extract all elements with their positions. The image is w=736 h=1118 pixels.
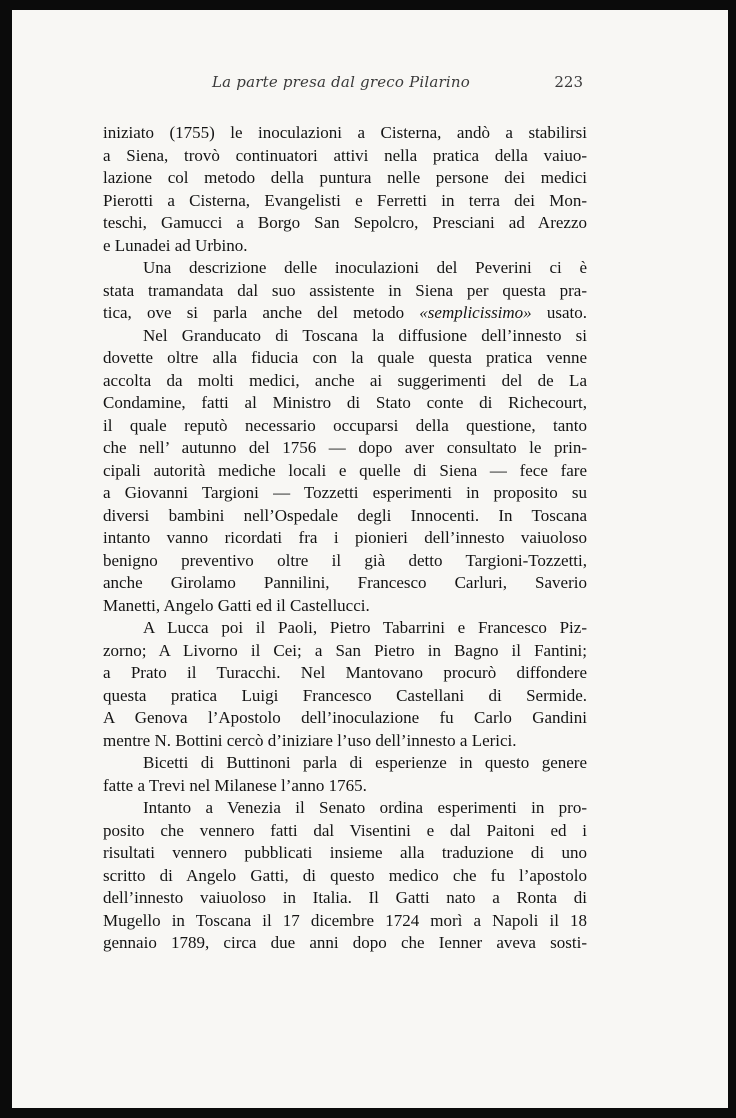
text-line-mixed — [103, 302, 587, 325]
text-line: Una descrizione delle inoculazioni del Peverini ci è — [143, 258, 587, 277]
text-line: a Siena, trovò continuatori attivi nella pratica della vaiuo- — [103, 145, 587, 165]
text-line: Manetti, Angelo Gatti ed il Castellucci. — [103, 595, 370, 615]
text-line: fatte a Trevi nel Milanese l’anno 1765. — [103, 775, 367, 795]
page-header — [12, 73, 728, 97]
document-page — [12, 10, 728, 1108]
text-line: intanto vanno ricordati fra i pionieri dell’innesto vaiuoloso — [103, 528, 587, 547]
text-line: teschi, Gamucci a Borgo San Sepolcro, Presciani ad Arezzo — [103, 213, 587, 232]
emphasis-text: «semplicissimo» — [419, 303, 532, 322]
text-line: Mugello in Toscana il 17 dicembre 1724 morì a Napoli il 18 — [103, 910, 587, 930]
text-line: stata tramandata dal suo assistente in Siena per questa pra- — [103, 280, 587, 300]
text-line: cipali autorità mediche locali e quelle di Siena — fece fare — [103, 460, 587, 480]
text-line: A Genova l’Apostolo dell’inoculazione fu Carlo Gandini — [103, 708, 587, 727]
text-line: Nel Granducato di Toscana la diffusione dell’innesto si — [143, 325, 587, 345]
text-line: iniziato (1755) le inoculazioni a Cisterna, andò a stabilirsi — [103, 123, 587, 142]
text-line: a Prato il Turacchi. Nel Mantovano procurò diffondere — [103, 663, 587, 682]
text-line: posito che vennero fatti dal Visentini e dal Paitoni ed i — [103, 820, 587, 840]
text-span: tica, ove si parla anche del metodo — [103, 303, 405, 322]
text-line: risultati vennero pubblicati insieme alla traduzione di uno — [103, 843, 587, 862]
text-line: mentre N. Bottini cercò d’iniziare l’uso dell’innesto a Lerici. — [103, 730, 517, 750]
text-line: anche Girolamo Pannilini, Francesco Carluri, Saverio — [103, 573, 587, 592]
text-line: scritto di Angelo Gatti, di questo medico che fu l’apostolo — [103, 865, 587, 885]
page-number: 223 — [554, 73, 583, 91]
text-line: dell’innesto vaiuoloso in Italia. Il Gatti nato a Ronta di — [103, 888, 587, 907]
text-line: che nell’ autunno del 1756 — dopo aver consultato le prin- — [103, 438, 587, 457]
text-line: A Lucca poi il Paoli, Pietro Tabarrini e Francesco Piz- — [143, 618, 587, 637]
text-line: Pierotti a Cisterna, Evangelisti e Ferretti in terra dei Mon- — [103, 190, 587, 210]
text-line: dovette oltre alla fiducia con la quale questa pratica venne — [103, 348, 587, 367]
text-line: lazione col metodo della puntura nelle persone dei medici — [103, 168, 587, 187]
text-line: accolta da molti medici, anche ai suggerimenti del de La — [103, 370, 587, 390]
text-line: questa pratica Luigi Francesco Castellani di Sermide. — [103, 685, 587, 705]
text-line: Intanto a Venezia il Senato ordina esperimenti in pro- — [143, 798, 587, 817]
text-line: benigno preventivo oltre il già detto Targioni-Tozzetti, — [103, 550, 587, 570]
text-line: a Giovanni Targioni — Tozzetti esperimenti in proposito su — [103, 483, 587, 502]
text-span: usato. — [546, 303, 588, 322]
text-line: Condamine, fatti al Ministro di Stato conte di Richecourt, — [103, 393, 587, 412]
text-line: il quale reputò necessario occuparsi della questione, tanto — [103, 415, 587, 435]
text-line: diversi bambini nell’Ospedale degli Innocenti. In Toscana — [103, 505, 587, 525]
text-line: e Lunadei ad Urbino. — [103, 235, 248, 255]
running-title: La parte presa dal greco Pilarino — [212, 73, 470, 91]
text-line: Bicetti di Buttinoni parla di esperienze in questo genere — [143, 753, 587, 772]
text-line: gennaio 1789, circa due anni dopo che Ienner aveva sosti- — [103, 933, 587, 952]
text-line: zorno; A Livorno il Cei; a San Pietro in Bagno il Fantini; — [103, 640, 587, 660]
body-text — [103, 122, 587, 955]
